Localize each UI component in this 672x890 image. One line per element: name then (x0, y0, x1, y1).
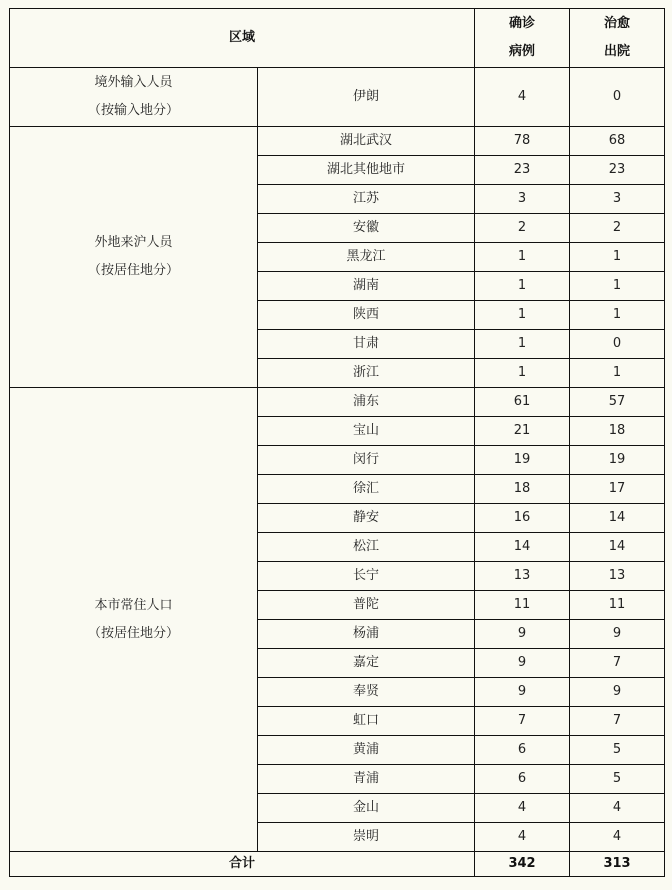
group-label-cell (10, 68, 258, 127)
discharged-cell: 2 (570, 214, 665, 243)
total-confirmed: 342 (475, 852, 570, 877)
region-cell: 青浦 (258, 765, 475, 794)
discharged-cell: 5 (570, 736, 665, 765)
confirmed-cell: 14 (475, 533, 570, 562)
discharged-cell: 1 (570, 243, 665, 272)
table-row (10, 388, 665, 417)
discharged-header-line1: 治愈 (604, 16, 631, 31)
region-cell: 陕西 (258, 301, 475, 330)
table-row (10, 68, 665, 127)
confirmed-header-line2: 病例 (509, 44, 536, 59)
confirmed-cell: 1 (475, 272, 570, 301)
region-header: 区域 (10, 9, 475, 68)
region-cell: 湖南 (258, 272, 475, 301)
region-cell: 黄浦 (258, 736, 475, 765)
table-row (10, 127, 665, 156)
group-sublabel: （按居住地分） (87, 263, 179, 278)
discharged-cell: 23 (570, 156, 665, 185)
discharged-cell: 14 (570, 533, 665, 562)
header-row (10, 9, 665, 68)
group-label-cell (10, 127, 258, 388)
discharged-cell: 7 (570, 649, 665, 678)
region-cell: 金山 (258, 794, 475, 823)
total-discharged: 313 (570, 852, 665, 877)
case-statistics-table (9, 8, 665, 877)
discharged-cell: 57 (570, 388, 665, 417)
discharged-header-line2: 出院 (604, 44, 631, 59)
discharged-header (570, 9, 665, 68)
discharged-cell: 1 (570, 301, 665, 330)
confirmed-cell: 6 (475, 765, 570, 794)
confirmed-cell: 23 (475, 156, 570, 185)
group-label: 本市常住人口 (94, 597, 173, 613)
total-label: 合计 (10, 852, 475, 877)
discharged-cell: 1 (570, 359, 665, 388)
region-cell: 徐汇 (258, 475, 475, 504)
confirmed-cell: 4 (475, 823, 570, 852)
discharged-cell: 4 (570, 794, 665, 823)
region-cell: 松江 (258, 533, 475, 562)
confirmed-cell: 4 (475, 794, 570, 823)
confirmed-cell: 16 (475, 504, 570, 533)
region-cell: 杨浦 (258, 620, 475, 649)
confirmed-cell: 6 (475, 736, 570, 765)
discharged-cell: 4 (570, 823, 665, 852)
confirmed-cell: 19 (475, 446, 570, 475)
region-cell: 闵行 (258, 446, 475, 475)
region-cell: 嘉定 (258, 649, 475, 678)
discharged-cell: 1 (570, 272, 665, 301)
confirmed-cell: 4 (475, 68, 570, 127)
discharged-cell: 11 (570, 591, 665, 620)
confirmed-cell: 61 (475, 388, 570, 417)
discharged-cell: 17 (570, 475, 665, 504)
region-cell: 伊朗 (258, 68, 475, 127)
confirmed-cell: 21 (475, 417, 570, 446)
region-cell: 湖北武汉 (258, 127, 475, 156)
confirmed-cell: 1 (475, 301, 570, 330)
region-cell: 江苏 (258, 185, 475, 214)
discharged-cell: 9 (570, 620, 665, 649)
confirmed-cell: 18 (475, 475, 570, 504)
group-label: 外地来沪人员 (94, 235, 173, 250)
discharged-cell: 9 (570, 678, 665, 707)
discharged-cell: 68 (570, 127, 665, 156)
confirmed-cell: 2 (475, 214, 570, 243)
region-cell: 崇明 (258, 823, 475, 852)
region-cell: 宝山 (258, 417, 475, 446)
discharged-cell: 13 (570, 562, 665, 591)
confirmed-cell: 9 (475, 620, 570, 649)
region-cell: 静安 (258, 504, 475, 533)
region-cell: 安徽 (258, 214, 475, 243)
region-cell: 长宁 (258, 562, 475, 591)
region-cell: 普陀 (258, 591, 475, 620)
confirmed-header-line1: 确诊 (509, 16, 536, 31)
confirmed-cell: 9 (475, 649, 570, 678)
discharged-cell: 7 (570, 707, 665, 736)
confirmed-cell: 7 (475, 707, 570, 736)
confirmed-cell: 3 (475, 185, 570, 214)
confirmed-cell: 11 (475, 591, 570, 620)
region-cell: 浙江 (258, 359, 475, 388)
discharged-cell: 0 (570, 330, 665, 359)
region-cell: 甘肃 (258, 330, 475, 359)
region-cell: 奉贤 (258, 678, 475, 707)
confirmed-cell: 1 (475, 359, 570, 388)
confirmed-cell: 13 (475, 562, 570, 591)
discharged-cell: 0 (570, 68, 665, 127)
confirmed-header (475, 9, 570, 68)
discharged-cell: 3 (570, 185, 665, 214)
region-cell: 黑龙江 (258, 243, 475, 272)
group-label-cell (10, 388, 258, 852)
confirmed-cell: 1 (475, 243, 570, 272)
confirmed-cell: 1 (475, 330, 570, 359)
confirmed-cell: 9 (475, 678, 570, 707)
total-row (10, 852, 665, 877)
region-cell: 浦东 (258, 388, 475, 417)
discharged-cell: 14 (570, 504, 665, 533)
discharged-cell: 19 (570, 446, 665, 475)
group-sublabel: （按居住地分） (87, 625, 179, 641)
region-cell: 湖北其他地市 (258, 156, 475, 185)
group-sublabel: （按输入地分） (87, 103, 179, 118)
group-label: 境外输入人员 (94, 75, 173, 90)
confirmed-cell: 78 (475, 127, 570, 156)
discharged-cell: 5 (570, 765, 665, 794)
region-cell: 虹口 (258, 707, 475, 736)
discharged-cell: 18 (570, 417, 665, 446)
